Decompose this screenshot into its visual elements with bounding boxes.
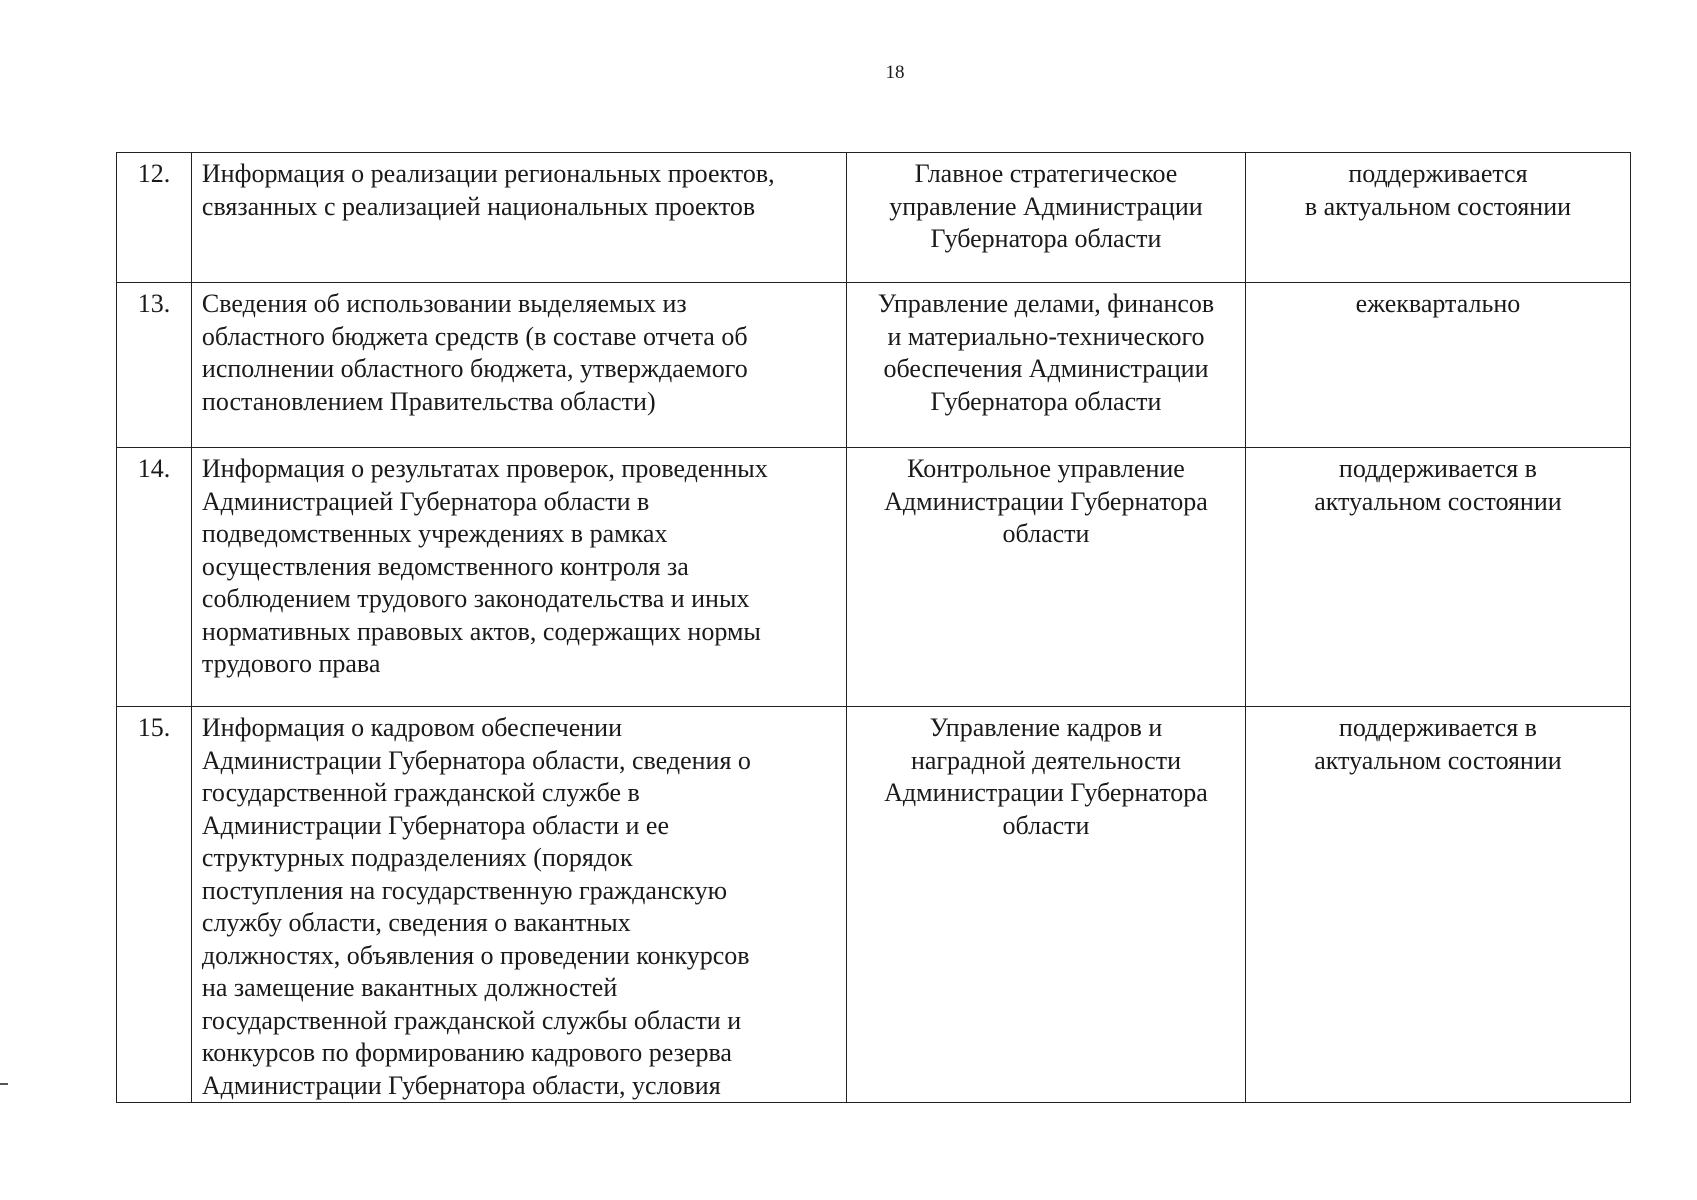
description-cell: Информация о результатах проверок, проведенных Администрацией Губернатора области в подведомственных учреждениях в рамках осуществления ведомственного контроля за соблюдением трудового законодательства и иных нормативных правовых актов, содержащих нормы трудового права bbox=[191, 448, 846, 707]
row-number-cell: 12. bbox=[117, 153, 192, 283]
scan-margin-mark bbox=[0, 1083, 8, 1085]
description-cell: Информация о реализации региональных проектов, связанных с реализацией национальных проектов bbox=[191, 153, 846, 283]
frequency-cell: поддерживается в актуальном состоянии bbox=[1245, 153, 1630, 283]
table-row bbox=[117, 283, 1631, 448]
row-number-cell: 14. bbox=[117, 448, 192, 707]
table-row bbox=[117, 707, 1631, 1103]
frequency-cell: поддерживается в актуальном состоянии bbox=[1245, 707, 1630, 1103]
responsible-cell: Управление кадров и наградной деятельности Администрации Губернатора области bbox=[847, 707, 1246, 1103]
page-number: 18 bbox=[885, 62, 905, 83]
frequency-cell: ежеквартально bbox=[1245, 283, 1630, 448]
responsible-cell: Управление делами, финансов и материально-технического обеспечения Администрации Губернатора области bbox=[847, 283, 1246, 448]
row-number-cell: 15. bbox=[117, 707, 192, 1103]
description-cell: Сведения об использовании выделяемых из областного бюджета средств (в составе отчета об исполнении областного бюджета, утверждаемого постановлением Правительства области) bbox=[191, 283, 846, 448]
table-row bbox=[117, 153, 1631, 283]
table-row bbox=[117, 448, 1631, 707]
description-cell: Информация о кадровом обеспечении Администрации Губернатора области, сведения о государственной гражданской службе в Администрации Губернатора области и ее структурных подразделениях (порядок поступления на государственную гражданскую службу области, сведения о вакантных должностях, объявления о проведении конкурсов на замещение вакантных должностей государственной гражданской службы области и конкурсов по формированию кадрового резерва Администрации Губернатора области, условия bbox=[191, 707, 846, 1103]
frequency-cell: поддерживается в актуальном состоянии bbox=[1245, 448, 1630, 707]
information-table bbox=[116, 152, 1631, 1103]
row-number-cell: 13. bbox=[117, 283, 192, 448]
responsible-cell: Главное стратегическое управление Администрации Губернатора области bbox=[847, 153, 1246, 283]
responsible-cell: Контрольное управление Администрации Губернатора области bbox=[847, 448, 1246, 707]
